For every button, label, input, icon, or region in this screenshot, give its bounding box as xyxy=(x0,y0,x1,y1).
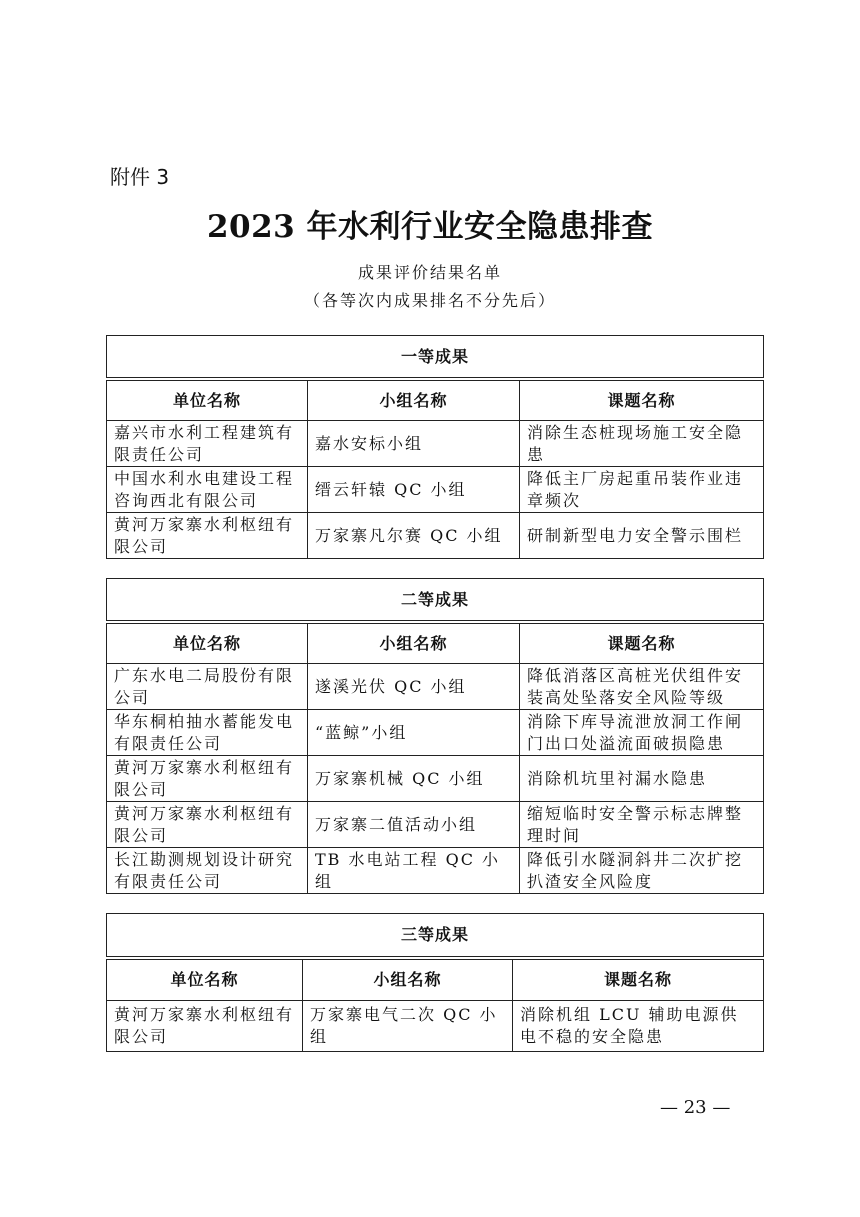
table-row xyxy=(107,467,764,513)
section-title: 一等成果 xyxy=(107,336,764,378)
table-row xyxy=(107,421,764,467)
topic-name-cell: 降低引水隧洞斜井二次扩挖扒渣安全风险度 xyxy=(520,848,764,894)
column-header: 单位名称 xyxy=(107,624,308,664)
header-row xyxy=(107,960,764,1001)
first-prize-table xyxy=(106,335,764,559)
group-name-cell: 万家寨电气二次 QC 小组 xyxy=(303,1001,513,1052)
section-title: 三等成果 xyxy=(107,914,764,957)
column-header: 单位名称 xyxy=(107,960,303,1001)
group-name-cell: 缙云轩辕 QC 小组 xyxy=(308,467,520,513)
group-name-cell: 万家寨机械 QC 小组 xyxy=(308,756,520,802)
topic-name-cell: 降低主厂房起重吊装作业违章频次 xyxy=(520,467,764,513)
topic-name-cell: 消除下库导流泄放洞工作闸门出口处溢流面破损隐患 xyxy=(520,710,764,756)
page-title: 2023 年水利行业安全隐患排查 xyxy=(206,209,654,245)
ranking-note: （各等次内成果排名不分先后） xyxy=(303,291,556,310)
topic-name-cell: 消除机组 LCU 辅助电源供电不稳的安全隐患 xyxy=(513,1001,764,1052)
subtitle: 成果评价结果名单 xyxy=(357,263,502,282)
group-name-cell: 万家寨二值活动小组 xyxy=(308,802,520,848)
table-row xyxy=(107,802,764,848)
header-row xyxy=(107,381,764,421)
group-name-cell: “蓝鲸”小组 xyxy=(308,710,520,756)
column-header: 课题名称 xyxy=(520,381,764,421)
table-row xyxy=(107,1001,764,1052)
topic-name-cell: 降低消落区高桩光伏组件安装高处坠落安全风险等级 xyxy=(520,664,764,710)
table-row xyxy=(107,710,764,756)
unit-name-cell: 黄河万家寨水利枢纽有限公司 xyxy=(107,802,308,848)
table-row xyxy=(107,664,764,710)
table-row xyxy=(107,848,764,894)
page-number: — 23 — xyxy=(660,1097,731,1118)
topic-name-cell: 消除生态桩现场施工安全隐患 xyxy=(520,421,764,467)
group-name-cell: 嘉水安标小组 xyxy=(308,421,520,467)
attachment-label: 附件 3 xyxy=(110,165,170,189)
table-row xyxy=(107,513,764,559)
unit-name-cell: 嘉兴市水利工程建筑有限责任公司 xyxy=(107,421,308,467)
column-header: 课题名称 xyxy=(513,960,764,1001)
unit-name-cell: 长江勘测规划设计研究有限责任公司 xyxy=(107,848,308,894)
third-prize-table xyxy=(106,913,764,1052)
column-header: 小组名称 xyxy=(308,624,520,664)
column-header: 小组名称 xyxy=(303,960,513,1001)
unit-name-cell: 黄河万家寨水利枢纽有限公司 xyxy=(107,513,308,559)
unit-name-cell: 黄河万家寨水利枢纽有限公司 xyxy=(107,756,308,802)
column-header: 单位名称 xyxy=(107,381,308,421)
column-header: 课题名称 xyxy=(520,624,764,664)
unit-name-cell: 黄河万家寨水利枢纽有限公司 xyxy=(107,1001,303,1052)
section-title: 二等成果 xyxy=(107,579,764,621)
topic-name-cell: 研制新型电力安全警示围栏 xyxy=(520,513,764,559)
topic-name-cell: 消除机坑里衬漏水隐患 xyxy=(520,756,764,802)
topic-name-cell: 缩短临时安全警示标志牌整理时间 xyxy=(520,802,764,848)
header-row xyxy=(107,624,764,664)
group-name-cell: 万家寨凡尔赛 QC 小组 xyxy=(308,513,520,559)
unit-name-cell: 中国水利水电建设工程咨询西北有限公司 xyxy=(107,467,308,513)
group-name-cell: 遂溪光伏 QC 小组 xyxy=(308,664,520,710)
second-prize-table xyxy=(106,578,764,894)
table-row xyxy=(107,756,764,802)
unit-name-cell: 广东水电二局股份有限公司 xyxy=(107,664,308,710)
column-header: 小组名称 xyxy=(308,381,520,421)
unit-name-cell: 华东桐柏抽水蓄能发电有限责任公司 xyxy=(107,710,308,756)
group-name-cell: TB 水电站工程 QC 小组 xyxy=(308,848,520,894)
